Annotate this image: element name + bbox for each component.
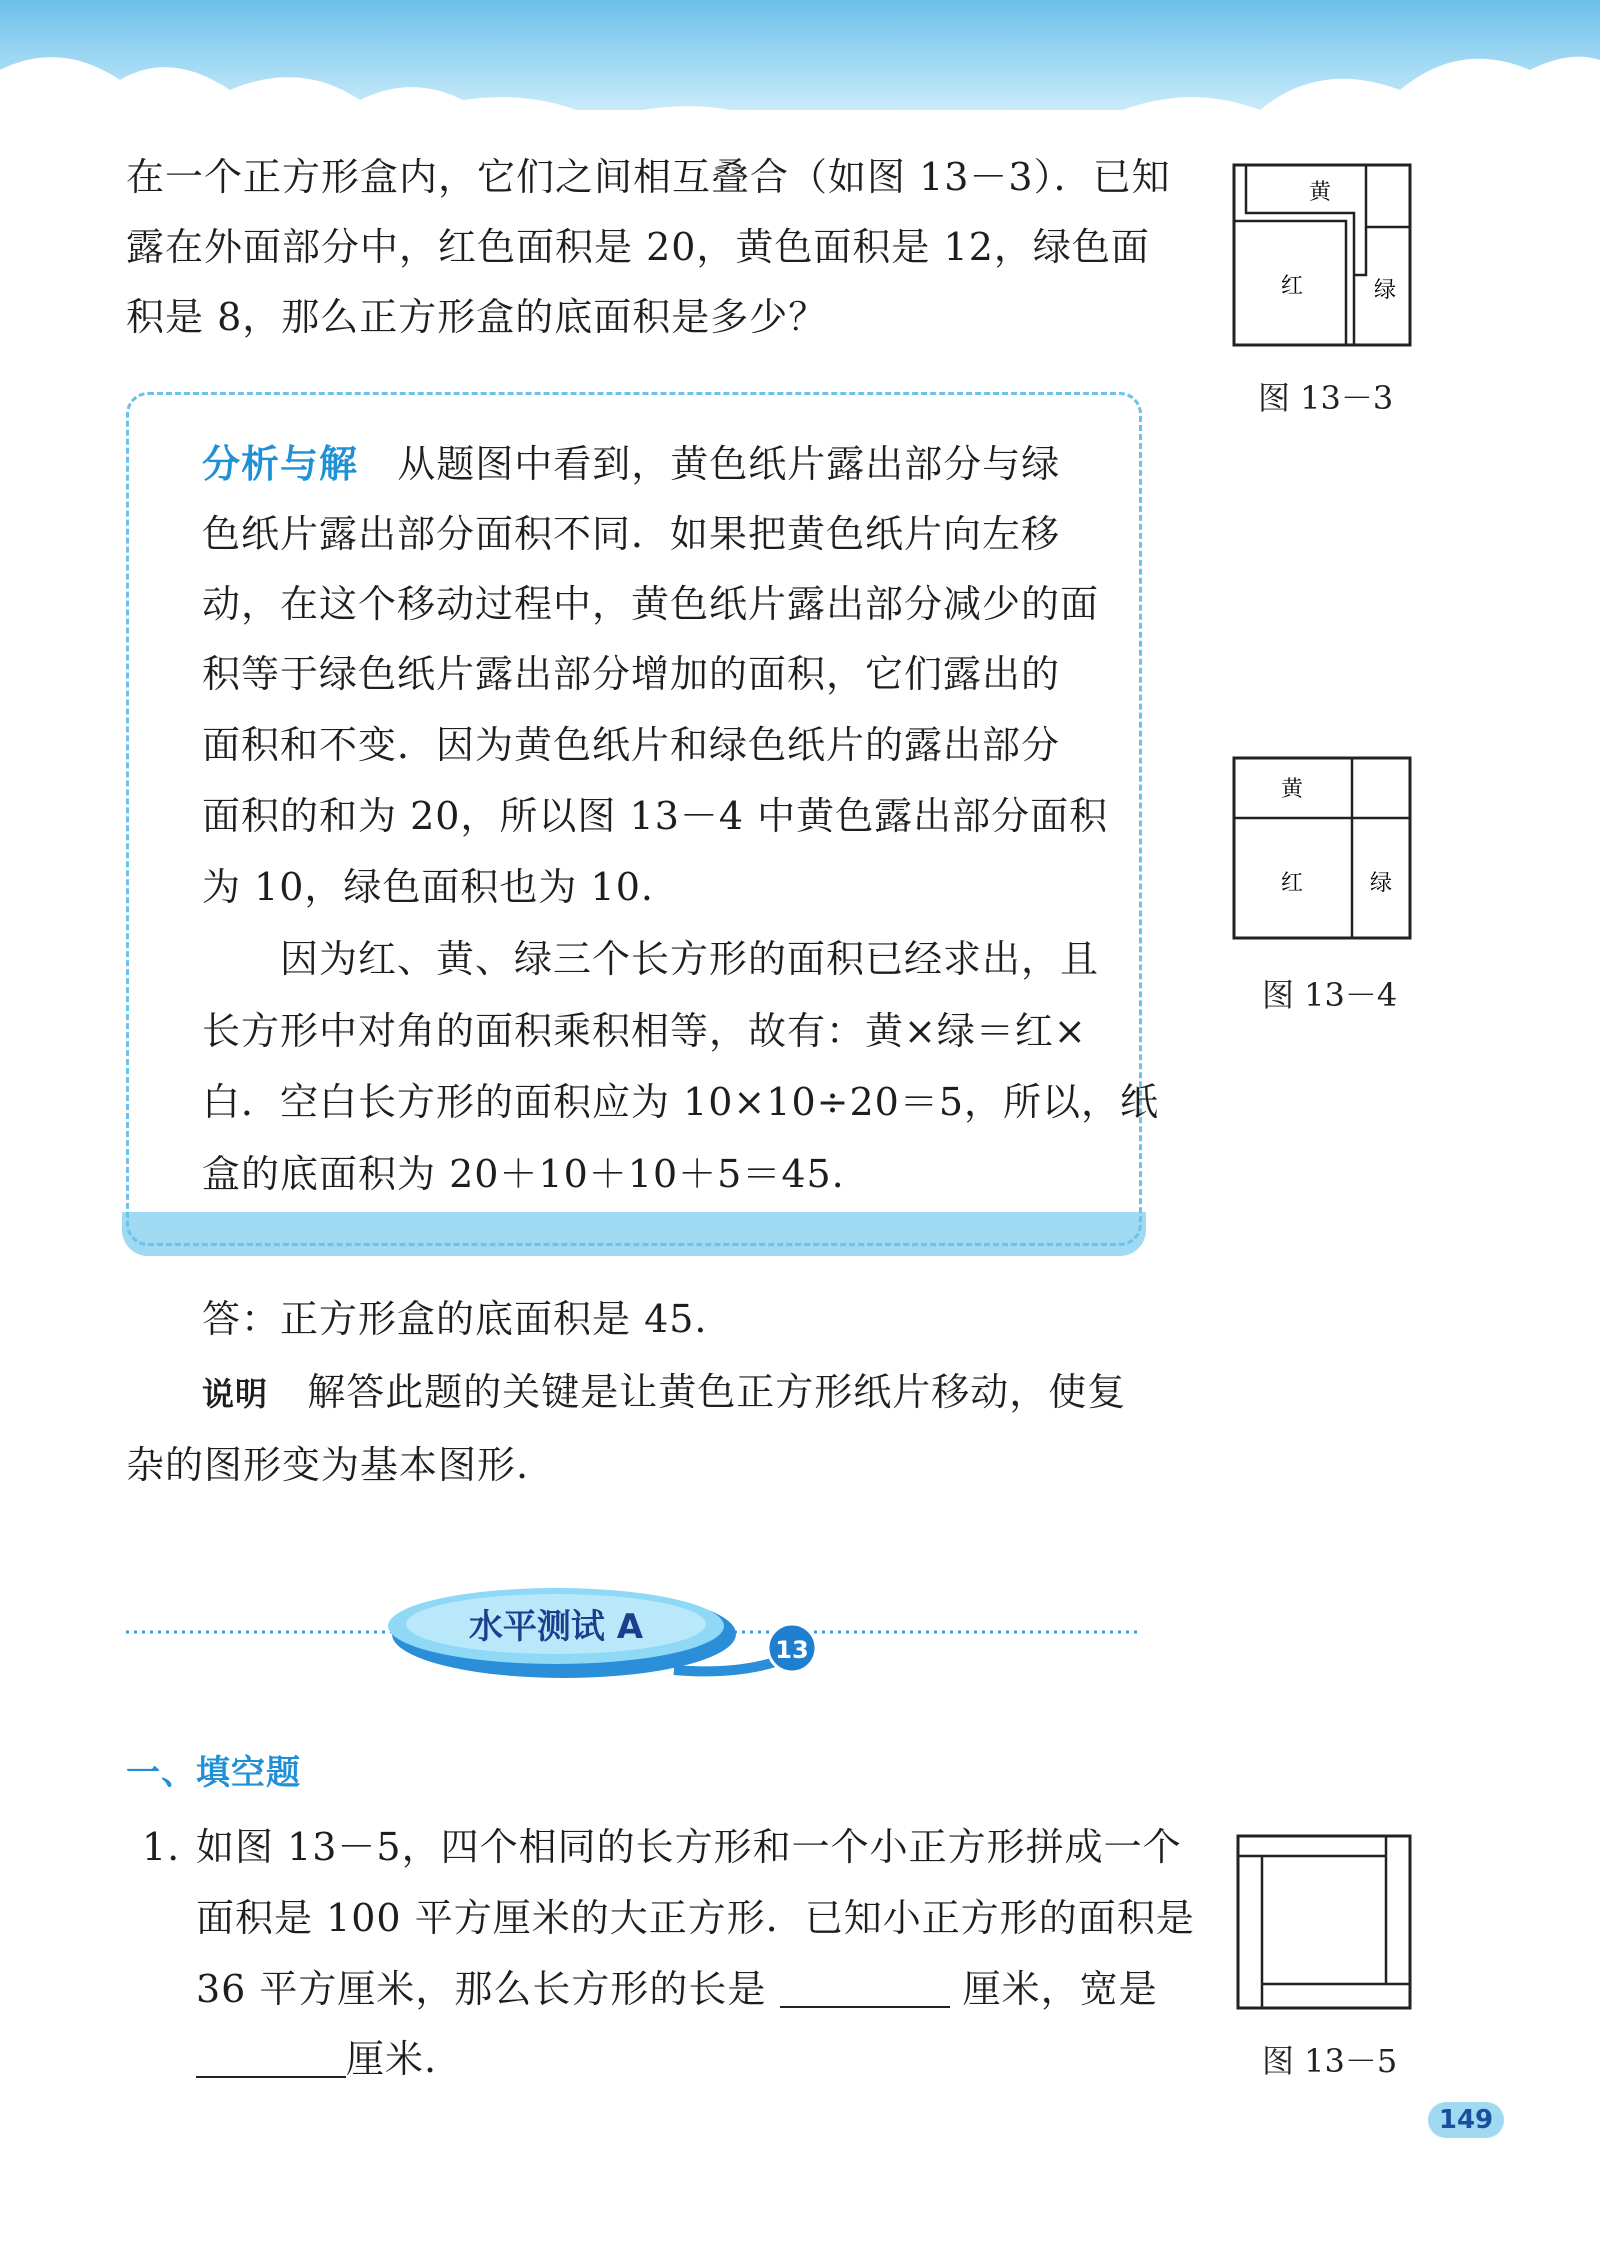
figure-13-4 — [1232, 756, 1412, 940]
figure-13-5-caption: 图 13－5 — [1262, 2042, 1398, 2080]
fig3-yellow-label: 黄 — [1308, 180, 1332, 205]
figure-13-3 — [1232, 163, 1412, 347]
note-text: 解答此题的关键是让黄色正方形纸片移动，使复 — [307, 1370, 1127, 1414]
q1-line-2: 面积是 100 平方厘米的大正方形．已知小正方形的面积是 — [196, 1896, 1195, 1940]
q1-line-3 — [196, 1967, 1158, 2011]
analysis-line: 盒的底面积为 20＋10＋10＋5＝45. — [202, 1152, 845, 1196]
q1-blank-width[interactable] — [196, 2042, 346, 2078]
problem-line-1: 在一个正方形盒内，它们之间相互叠合（如图 13－3）．已知 — [126, 155, 1171, 199]
q1-line-1: 如图 13－5，四个相同的长方形和一个小正方形拼成一个 — [196, 1825, 1182, 1869]
note-line-2: 杂的图形变为基本图形. — [126, 1443, 530, 1487]
q1-line-4 — [196, 2037, 438, 2081]
fig4-green-label: 绿 — [1369, 871, 1393, 896]
q1-number: 1. — [142, 1825, 181, 1869]
figure-13-4-caption: 图 13－4 — [1262, 976, 1398, 1014]
answer-line: 答：正方形盒的底面积是 45. — [202, 1297, 708, 1341]
fig4-red-label: 红 — [1280, 871, 1304, 896]
note-label: 说明 — [202, 1375, 269, 1413]
q1-line-3a: 36 平方厘米，那么长方形的长是 — [196, 1967, 767, 2011]
header-sky-band — [0, 0, 1600, 170]
fig4-yellow-label: 黄 — [1280, 777, 1304, 802]
problem-line-3: 积是 8，那么正方形盒的底面积是多少？ — [126, 295, 828, 339]
analysis-first-line — [202, 442, 1061, 486]
analysis-line: 白．空白长方形的面积应为 10×10÷20＝5，所以，纸 — [202, 1080, 1159, 1124]
q1-blank-length[interactable] — [780, 1972, 950, 2008]
analysis-line: 因为红、黄、绿三个长方形的面积已经求出，且 — [280, 937, 1100, 981]
fig3-green-label: 绿 — [1373, 278, 1397, 303]
fig3-red-label: 红 — [1280, 274, 1304, 299]
q1-line-3b: 厘米，宽是 — [962, 1967, 1158, 2011]
analysis-line: 面积和不变．因为黄色纸片和绿色纸片的露出部分 — [202, 723, 1061, 767]
analysis-line: 动，在这个移动过程中，黄色纸片露出部分减少的面 — [202, 582, 1100, 626]
figure-13-5 — [1236, 1834, 1412, 2010]
problem-line-2: 露在外面部分中，红色面积是 20，黄色面积是 12，绿色面 — [126, 225, 1150, 269]
page-number: 149 — [1428, 2102, 1504, 2138]
analysis-line: 为 10，绿色面积也为 10. — [202, 865, 654, 909]
analysis-line: 积等于绿色纸片露出部分增加的面积，它们露出的 — [202, 652, 1061, 696]
analysis-label: 分析与解 — [202, 442, 359, 486]
figure-13-3-caption: 图 13－3 — [1258, 379, 1394, 417]
analysis-line: 长方形中对角的面积乘积相等，故有：黄×绿＝红× — [202, 1009, 1087, 1053]
section-badge — [124, 1580, 1144, 1700]
note-line — [202, 1370, 1127, 1414]
section-badge-title: 水平测试 A — [468, 1607, 644, 1647]
analysis-line: 色纸片露出部分面积不同．如果把黄色纸片向左移 — [202, 512, 1061, 556]
analysis-line: 面积的和为 20，所以图 13－4 中黄色露出部分面积 — [202, 794, 1109, 838]
fill-blank-heading: 一、填空题 — [126, 1753, 301, 1793]
q1-line-4-text: 厘米. — [346, 2037, 438, 2081]
section-badge-number: 13 — [775, 1636, 809, 1664]
analysis-first-text: 从题图中看到，黄色纸片露出部分与绿 — [397, 442, 1061, 486]
